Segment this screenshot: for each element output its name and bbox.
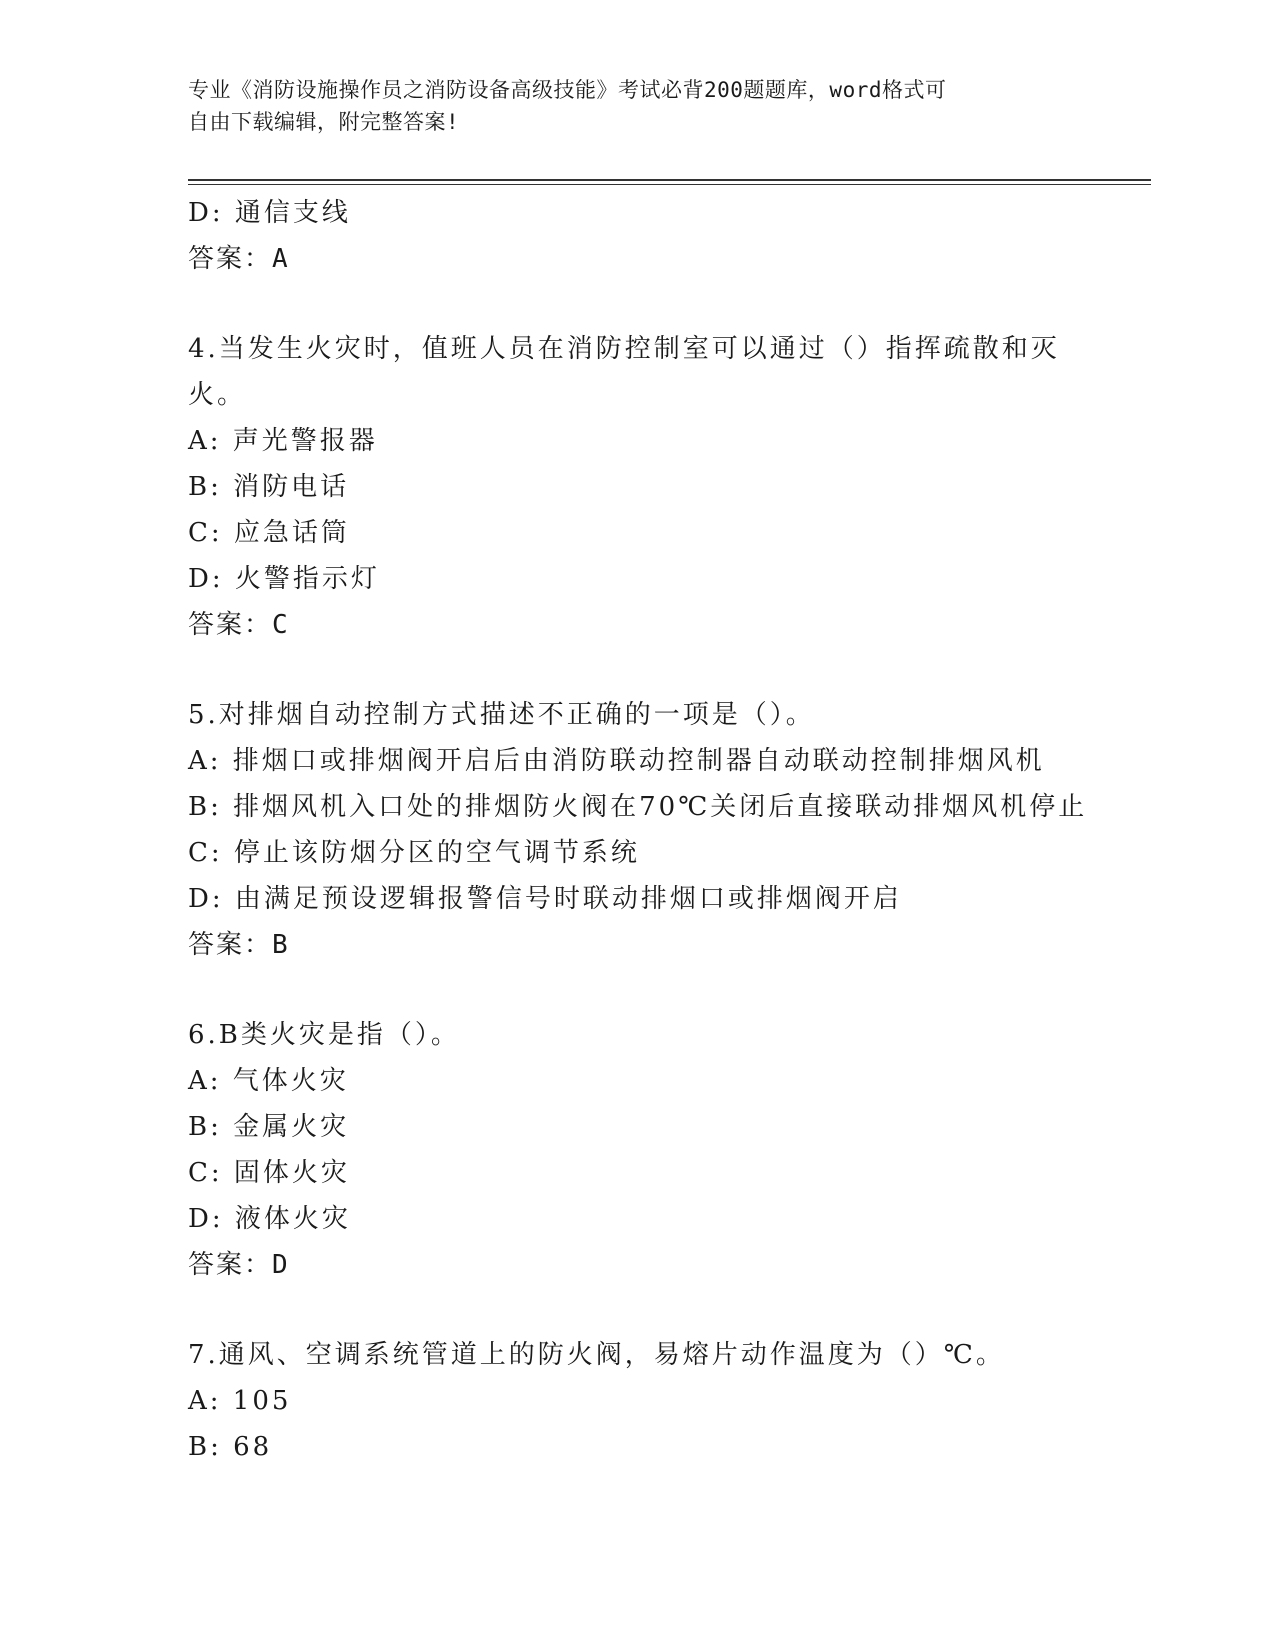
question-stem-continued: 火。 <box>188 380 247 410</box>
answer-label: 答案： <box>188 610 273 640</box>
option-d: D: 由满足预设逻辑报警信号时联动排烟口或排烟阀开启 <box>188 884 902 914</box>
question-4 <box>188 326 1188 648</box>
option-a: A: 排烟口或排烟阀开启后由消防联动控制器自动联动控制排烟风机 <box>188 746 1045 776</box>
question-7 <box>188 1332 1188 1470</box>
header-title-line-1: 专业《消防设施操作员之消防设备高级技能》考试必背200题题库，word格式可 <box>188 78 947 102</box>
question-stem: 6.B类火灾是指（）。 <box>188 1020 460 1050</box>
spacer <box>188 282 1188 326</box>
question-stem: 5.对排烟自动控制方式描述不正确的一项是（）。 <box>188 700 815 730</box>
answer-line <box>188 602 1188 648</box>
answer-line <box>188 236 1188 282</box>
page-header <box>188 74 1088 138</box>
option-b: B: 排烟风机入口处的排烟防火阀在70℃关闭后直接联动排烟风机停止 <box>188 792 1088 822</box>
question-stem: 7.通风、空调系统管道上的防火阀，易熔片动作温度为（）℃。 <box>188 1340 1005 1370</box>
answer-line <box>188 1242 1188 1288</box>
answer-value: B <box>272 930 288 960</box>
option-d: D: 火警指示灯 <box>188 564 380 594</box>
option-a: A: 气体火灾 <box>188 1066 349 1096</box>
answer-value: A <box>272 244 288 274</box>
option-b: B: 68 <box>188 1432 273 1462</box>
question-6 <box>188 1012 1188 1288</box>
header-divider <box>188 179 1151 185</box>
question-list <box>188 190 1188 1470</box>
question-stem: 4.当发生火灾时，值班人员在消防控制室可以通过（）指挥疏散和灭 <box>188 334 1060 364</box>
spacer <box>188 968 1188 1012</box>
option-c: C: 固体火灾 <box>188 1158 350 1188</box>
option-d: D: 通信支线 <box>188 198 351 228</box>
option-a: A: 105 <box>188 1386 292 1416</box>
option-c: C: 应急话筒 <box>188 518 350 548</box>
answer-line <box>188 922 1188 968</box>
question-3-tail <box>188 190 1188 282</box>
spacer <box>188 648 1188 692</box>
option-b: B: 金属火灾 <box>188 1112 350 1142</box>
answer-value: C <box>272 610 288 640</box>
option-d: D: 液体火灾 <box>188 1204 351 1234</box>
option-c: C: 停止该防烟分区的空气调节系统 <box>188 838 640 868</box>
answer-value: D <box>272 1250 288 1280</box>
answer-label: 答案： <box>188 244 273 274</box>
answer-label: 答案： <box>188 930 273 960</box>
option-b: B: 消防电话 <box>188 472 350 502</box>
spacer <box>188 1288 1188 1332</box>
question-5 <box>188 692 1188 968</box>
answer-label: 答案： <box>188 1250 273 1280</box>
option-a: A: 声光警报器 <box>188 426 378 456</box>
header-title-line-2: 自由下载编辑，附完整答案! <box>188 110 460 134</box>
